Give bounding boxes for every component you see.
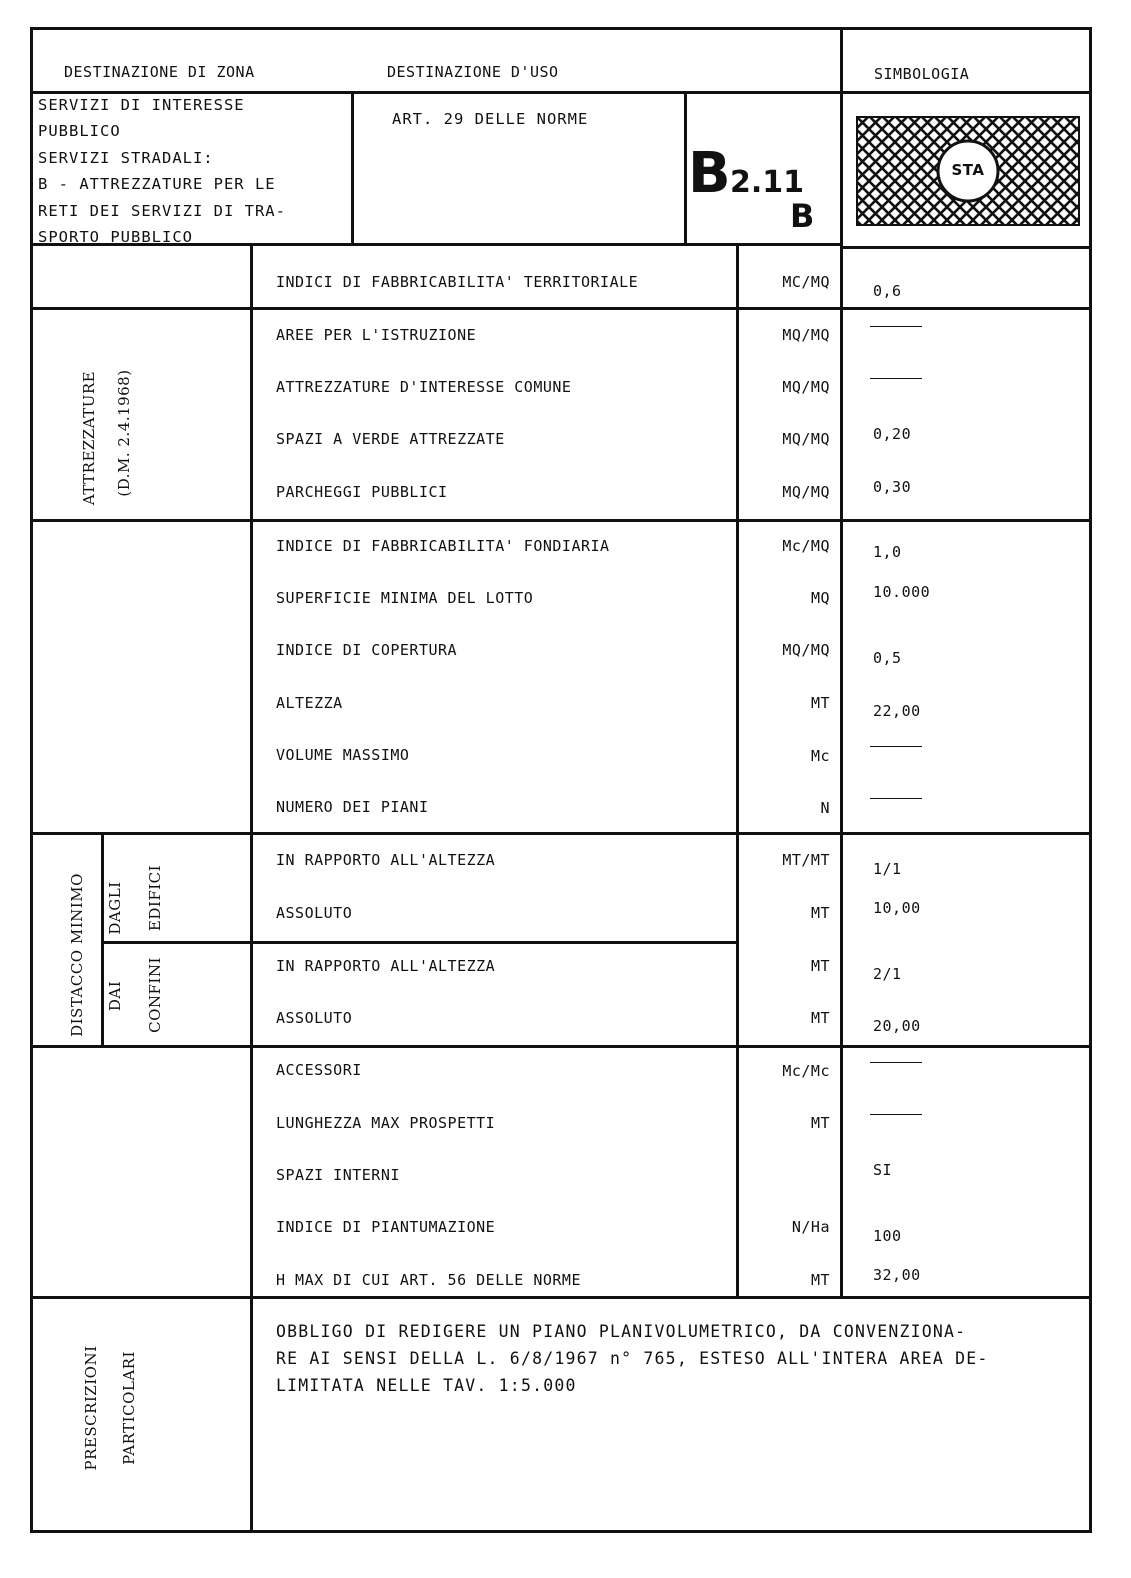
row-value: 32,00 bbox=[873, 1266, 921, 1284]
simbologia-label: SIMBOLOGIA bbox=[874, 65, 970, 83]
rule bbox=[684, 91, 687, 246]
rule bbox=[736, 246, 739, 1299]
prescrizioni-side-label-1: PRESCRIZIONI bbox=[82, 1345, 100, 1471]
zona-line: SERVIZI STRADALI: bbox=[38, 149, 214, 167]
row-label: INDICI DI FABBRICABILITA' TERRITORIALE bbox=[276, 273, 639, 291]
sta-badge: STA bbox=[951, 161, 985, 179]
empty-value-dash bbox=[870, 378, 922, 379]
row-label: SUPERFICIE MINIMA DEL LOTTO bbox=[276, 589, 534, 607]
edifici-label-1: DAGLI bbox=[106, 881, 124, 935]
row-value: SI bbox=[873, 1161, 893, 1179]
row-label: ASSOLUTO bbox=[276, 904, 353, 922]
row-label: ASSOLUTO bbox=[276, 1009, 353, 1027]
uso-text: ART. 29 DELLE NORME bbox=[392, 110, 589, 128]
row-value: 20,00 bbox=[873, 1017, 921, 1035]
zone-code-letter: B bbox=[688, 141, 731, 206]
row-label: SPAZI A VERDE ATTREZZATE bbox=[276, 430, 505, 448]
row-value: 22,00 bbox=[873, 702, 921, 720]
empty-value-dash bbox=[870, 798, 922, 799]
empty-value-dash bbox=[870, 326, 922, 327]
empty-value-dash bbox=[870, 1062, 922, 1063]
row-label: INDICE DI COPERTURA bbox=[276, 641, 458, 659]
rule bbox=[840, 27, 843, 1299]
row-unit: MC/MQ bbox=[782, 273, 830, 291]
row-value: 2/1 bbox=[873, 965, 902, 983]
row-label: INDICE DI PIANTUMAZIONE bbox=[276, 1218, 496, 1236]
zone-code-sub: B bbox=[790, 197, 815, 235]
zone-code-number: 2.11 bbox=[730, 165, 805, 200]
row-value: 0,5 bbox=[873, 649, 902, 667]
row-unit: Mc/Mc bbox=[782, 1062, 830, 1080]
destinazione-uso-label: DESTINAZIONE D'USO bbox=[387, 63, 559, 81]
rule bbox=[1089, 27, 1092, 1533]
row-label: PARCHEGGI PUBBLICI bbox=[276, 483, 448, 501]
row-label: NUMERO DEI PIANI bbox=[276, 798, 429, 816]
rule bbox=[30, 1045, 1092, 1048]
row-unit: MT bbox=[810, 904, 830, 922]
confini-label-2: CONFINI bbox=[146, 957, 164, 1033]
row-unit: Mc bbox=[810, 747, 830, 765]
row-unit: N bbox=[820, 799, 830, 817]
row-unit: N/Ha bbox=[791, 1218, 830, 1236]
zona-line: SPORTO PUBBLICO bbox=[38, 228, 193, 244]
rule bbox=[30, 27, 1092, 30]
edifici-label-2: EDIFICI bbox=[146, 864, 164, 932]
row-value: 1/1 bbox=[873, 860, 902, 878]
row-unit: MT bbox=[810, 1009, 830, 1027]
confini-label-1: DAI bbox=[106, 980, 124, 1012]
row-unit: MQ/MQ bbox=[782, 378, 830, 396]
row-value: 1,0 bbox=[873, 543, 902, 561]
row-unit: MT bbox=[810, 1114, 830, 1132]
destinazione-zona-label: DESTINAZIONE DI ZONA bbox=[64, 63, 255, 81]
row-value: 100 bbox=[873, 1227, 902, 1245]
rule bbox=[351, 91, 354, 246]
rule bbox=[30, 307, 1092, 310]
row-unit: MT bbox=[810, 957, 830, 975]
row-value: 0,20 bbox=[873, 425, 912, 443]
row-unit: MT bbox=[810, 1271, 830, 1289]
rule bbox=[842, 246, 1092, 249]
rule bbox=[30, 1530, 1092, 1533]
zona-line: SERVIZI DI INTERESSE bbox=[38, 96, 245, 114]
empty-value-dash bbox=[870, 746, 922, 747]
prescrizioni-text: OBBLIGO DI REDIGERE UN PIANO PLANIVOLUMETRICO, DA CONVENZIONA- RE AI SENSI DELLA L. 6/8/1967 n° 765, ESTESO ALL'INTERA AREA DE- LIMITATA NELLE TAV. 1:5.000 bbox=[276, 1322, 989, 1395]
zona-line: PUBBLICO bbox=[38, 122, 121, 140]
row-label: VOLUME MASSIMO bbox=[276, 746, 410, 764]
rule bbox=[101, 832, 104, 1048]
row-unit: MT/MT bbox=[782, 851, 830, 869]
row-label: H MAX DI CUI ART. 56 DELLE NORME bbox=[276, 1271, 581, 1289]
row-unit: Mc/MQ bbox=[782, 537, 830, 555]
rule bbox=[30, 519, 1092, 522]
row-label: IN RAPPORTO ALL'ALTEZZA bbox=[276, 957, 496, 975]
rule bbox=[30, 1296, 1092, 1299]
rule bbox=[30, 27, 33, 1533]
row-label: AREE PER L'ISTRUZIONE bbox=[276, 326, 477, 344]
rule bbox=[250, 246, 253, 1533]
row-unit: MQ/MQ bbox=[782, 326, 830, 344]
row-value: 0,30 bbox=[873, 478, 912, 496]
row-label: IN RAPPORTO ALL'ALTEZZA bbox=[276, 851, 496, 869]
row-label: ALTEZZA bbox=[276, 694, 343, 712]
row-value: 0,6 bbox=[873, 282, 902, 300]
rule bbox=[103, 941, 739, 944]
attrezzature-side-sub: (D.M. 2.4.1968) bbox=[115, 369, 133, 497]
row-unit: MQ/MQ bbox=[782, 430, 830, 448]
row-unit: MQ/MQ bbox=[782, 641, 830, 659]
zona-line: RETI DEI SERVIZI DI TRA- bbox=[38, 202, 286, 220]
rule bbox=[30, 832, 1092, 835]
distacco-side-label: DISTACCO MINIMO bbox=[68, 873, 86, 1037]
zona-line: B - ATTREZZATURE PER LE bbox=[38, 175, 276, 193]
row-value: 10,00 bbox=[873, 899, 921, 917]
row-label: SPAZI INTERNI bbox=[276, 1166, 400, 1184]
empty-value-dash bbox=[870, 1114, 922, 1115]
row-unit: MT bbox=[810, 694, 830, 712]
row-label: ACCESSORI bbox=[276, 1061, 362, 1079]
row-unit: MQ bbox=[810, 589, 830, 607]
row-label: ATTREZZATURE D'INTERESSE COMUNE bbox=[276, 378, 572, 396]
prescrizioni-side-label-2: PARTICOLARI bbox=[120, 1351, 138, 1465]
row-value: 10.000 bbox=[873, 583, 931, 601]
row-label: LUNGHEZZA MAX PROSPETTI bbox=[276, 1114, 496, 1132]
attrezzature-side-label: ATTREZZATURE bbox=[80, 370, 98, 506]
row-unit: MQ/MQ bbox=[782, 483, 830, 501]
row-label: INDICE DI FABBRICABILITA' FONDIARIA bbox=[276, 537, 610, 555]
